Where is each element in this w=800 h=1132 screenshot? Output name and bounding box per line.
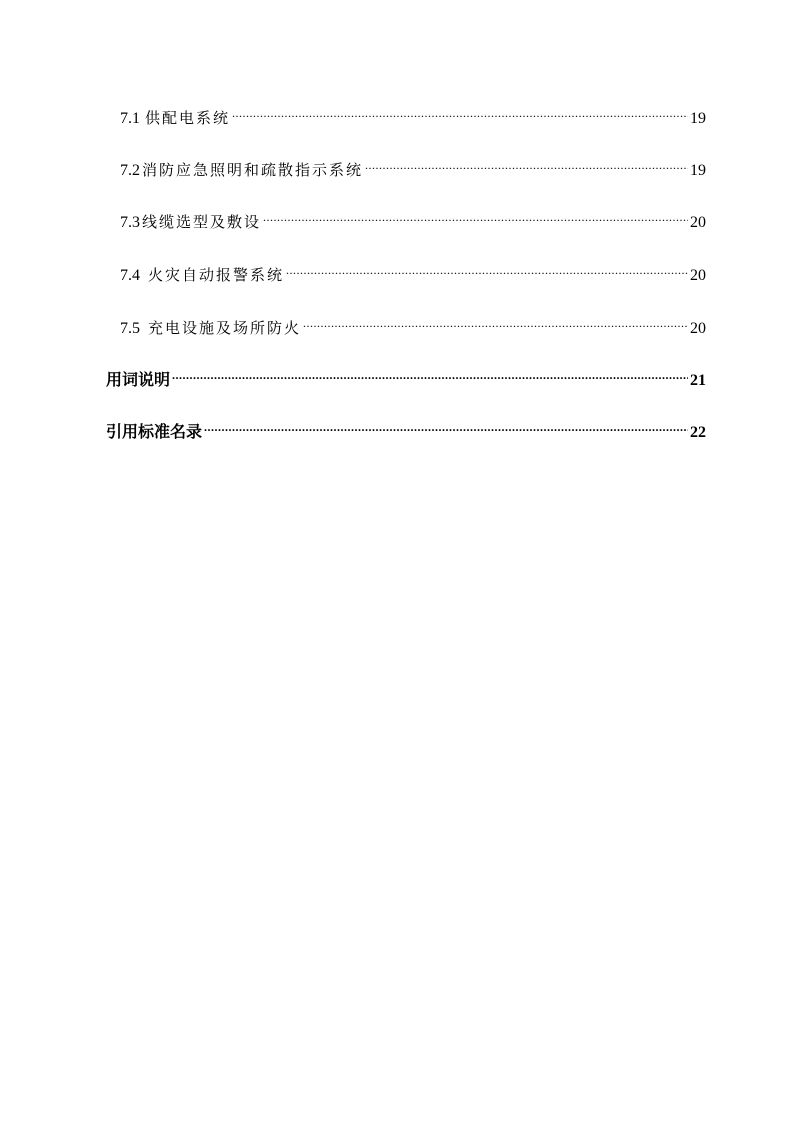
entry-title: 充电设施及场所防火 [148, 319, 302, 337]
dot-leader [263, 213, 688, 227]
entry-title: 线缆选型及敷设 [142, 213, 262, 231]
toc-entry-referenced-standards[interactable] [106, 422, 706, 443]
toc-entry-7-1[interactable] [120, 108, 706, 129]
entry-number: 7.5 [120, 320, 140, 337]
dot-leader [232, 109, 688, 123]
entry-page-number: 19 [690, 162, 706, 179]
dot-leader [204, 423, 688, 437]
toc-entry-terminology[interactable] [106, 370, 706, 391]
toc-entry-7-2[interactable] [120, 160, 706, 181]
entry-title: 消防应急照明和疏散指示系统 [142, 161, 364, 179]
entry-title: 火灾自动报警系统 [148, 266, 285, 284]
entry-number: 7.1 [120, 110, 140, 127]
entry-page-number: 22 [690, 424, 706, 441]
entry-page-number: 20 [690, 320, 706, 337]
dot-leader [286, 266, 688, 280]
entry-page-number: 20 [690, 267, 706, 284]
dot-leader [303, 319, 688, 333]
entry-number: 7.2 [120, 162, 140, 179]
toc-entry-7-4[interactable] [120, 265, 706, 286]
entry-title: 供配电系统 [145, 109, 231, 127]
entry-title: 引用标准名录 [106, 422, 203, 441]
toc-entry-7-5[interactable] [120, 318, 706, 339]
entry-page-number: 19 [690, 110, 706, 127]
entry-page-number: 21 [690, 372, 706, 389]
entry-title: 用词说明 [106, 370, 171, 389]
entry-page-number: 20 [690, 214, 706, 231]
toc-entry-7-3[interactable] [120, 212, 706, 233]
dot-leader [172, 371, 688, 385]
entry-number: 7.4 [120, 267, 140, 284]
dot-leader [365, 161, 688, 175]
entry-number: 7.3 [120, 214, 140, 231]
